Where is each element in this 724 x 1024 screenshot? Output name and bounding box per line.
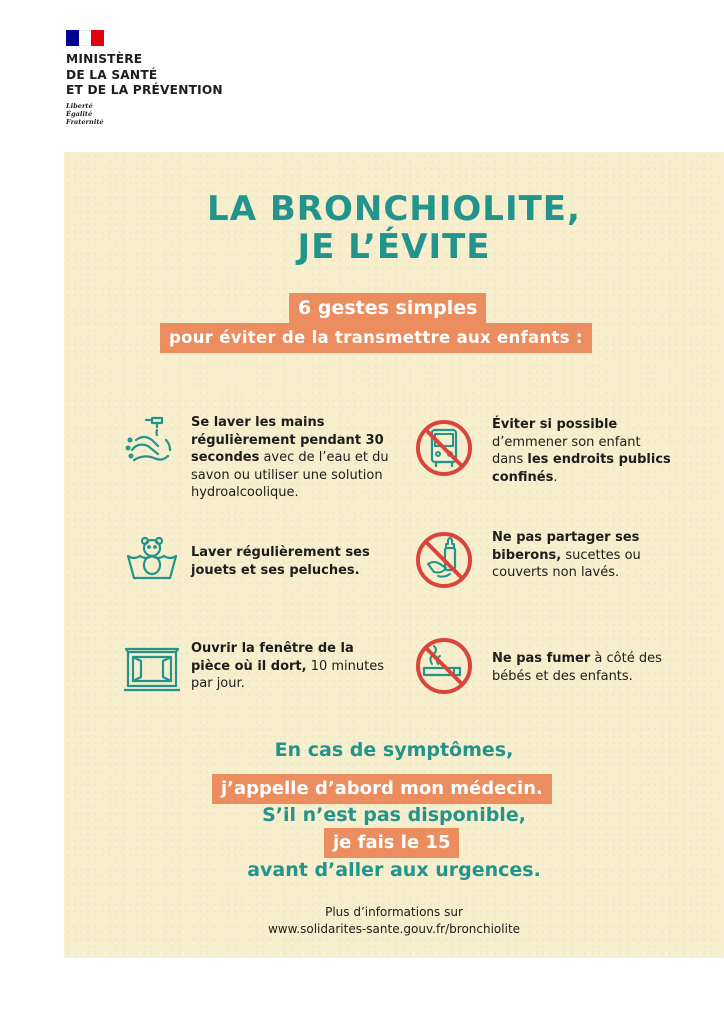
no-public-transport-icon bbox=[414, 418, 474, 478]
gesture-no-smoking: Ne pas fumer à côté des bébés et des enfants. bbox=[492, 651, 662, 684]
cta-before-er: avant d’aller aux urgences. bbox=[247, 859, 541, 881]
gesture-no-sharing: Ne pas partager ses biberons, sucettes ou couverts non lavés. bbox=[492, 530, 641, 580]
no-sharing-bottle-icon bbox=[414, 530, 474, 590]
republic-motto: Liberté Égalité Fraternité bbox=[66, 101, 104, 126]
window-icon bbox=[122, 640, 182, 700]
ministry-name: MINISTÈRE DE LA SANTÉ ET DE LA PRÉVENTION bbox=[66, 52, 223, 97]
cta-call-doctor: j’appelle d’abord mon médecin. bbox=[212, 774, 552, 804]
french-flag-icon bbox=[66, 30, 104, 46]
subtitle-tag: 6 gestes simples bbox=[289, 293, 486, 323]
hand-washing-icon bbox=[122, 410, 182, 470]
gesture-public-places: Éviter si possible d’emmener son enfant dans les endroits publics confinés. bbox=[492, 417, 671, 485]
more-info: Plus d’informations sur www.solidarites-sante.gouv.fr/bronchiolite bbox=[64, 904, 724, 938]
subtitle-tag-line2: pour éviter de la transmettre aux enfants : bbox=[160, 323, 592, 353]
poster-title: LA BRONCHIOLITE, JE L’ÉVITE bbox=[207, 189, 581, 267]
gesture-window: Ouvrir la fenêtre de la pièce où il dort, 10 minutes par jour. bbox=[191, 641, 385, 691]
no-smoking-icon bbox=[414, 636, 474, 696]
poster bbox=[64, 152, 724, 958]
ministry-logo bbox=[66, 30, 223, 126]
cta-not-available: S’il n’est pas disponible, bbox=[262, 804, 526, 826]
cta-symptoms: En cas de symptômes, bbox=[274, 739, 514, 761]
more-info-url[interactable]: www.solidarites-sante.gouv.fr/bronchiolite bbox=[267, 922, 521, 936]
cta-call-15: je fais le 15 bbox=[324, 828, 459, 858]
gesture-toys: Laver régulièrement ses jouets et ses peluches. bbox=[191, 545, 370, 578]
toy-washing-icon bbox=[122, 530, 182, 590]
gesture-handwashing: Se laver les mains régulièrement pendant 30 secondes avec de l’eau et du savon ou utiliser une solution hydroalcoolique. bbox=[191, 415, 389, 500]
